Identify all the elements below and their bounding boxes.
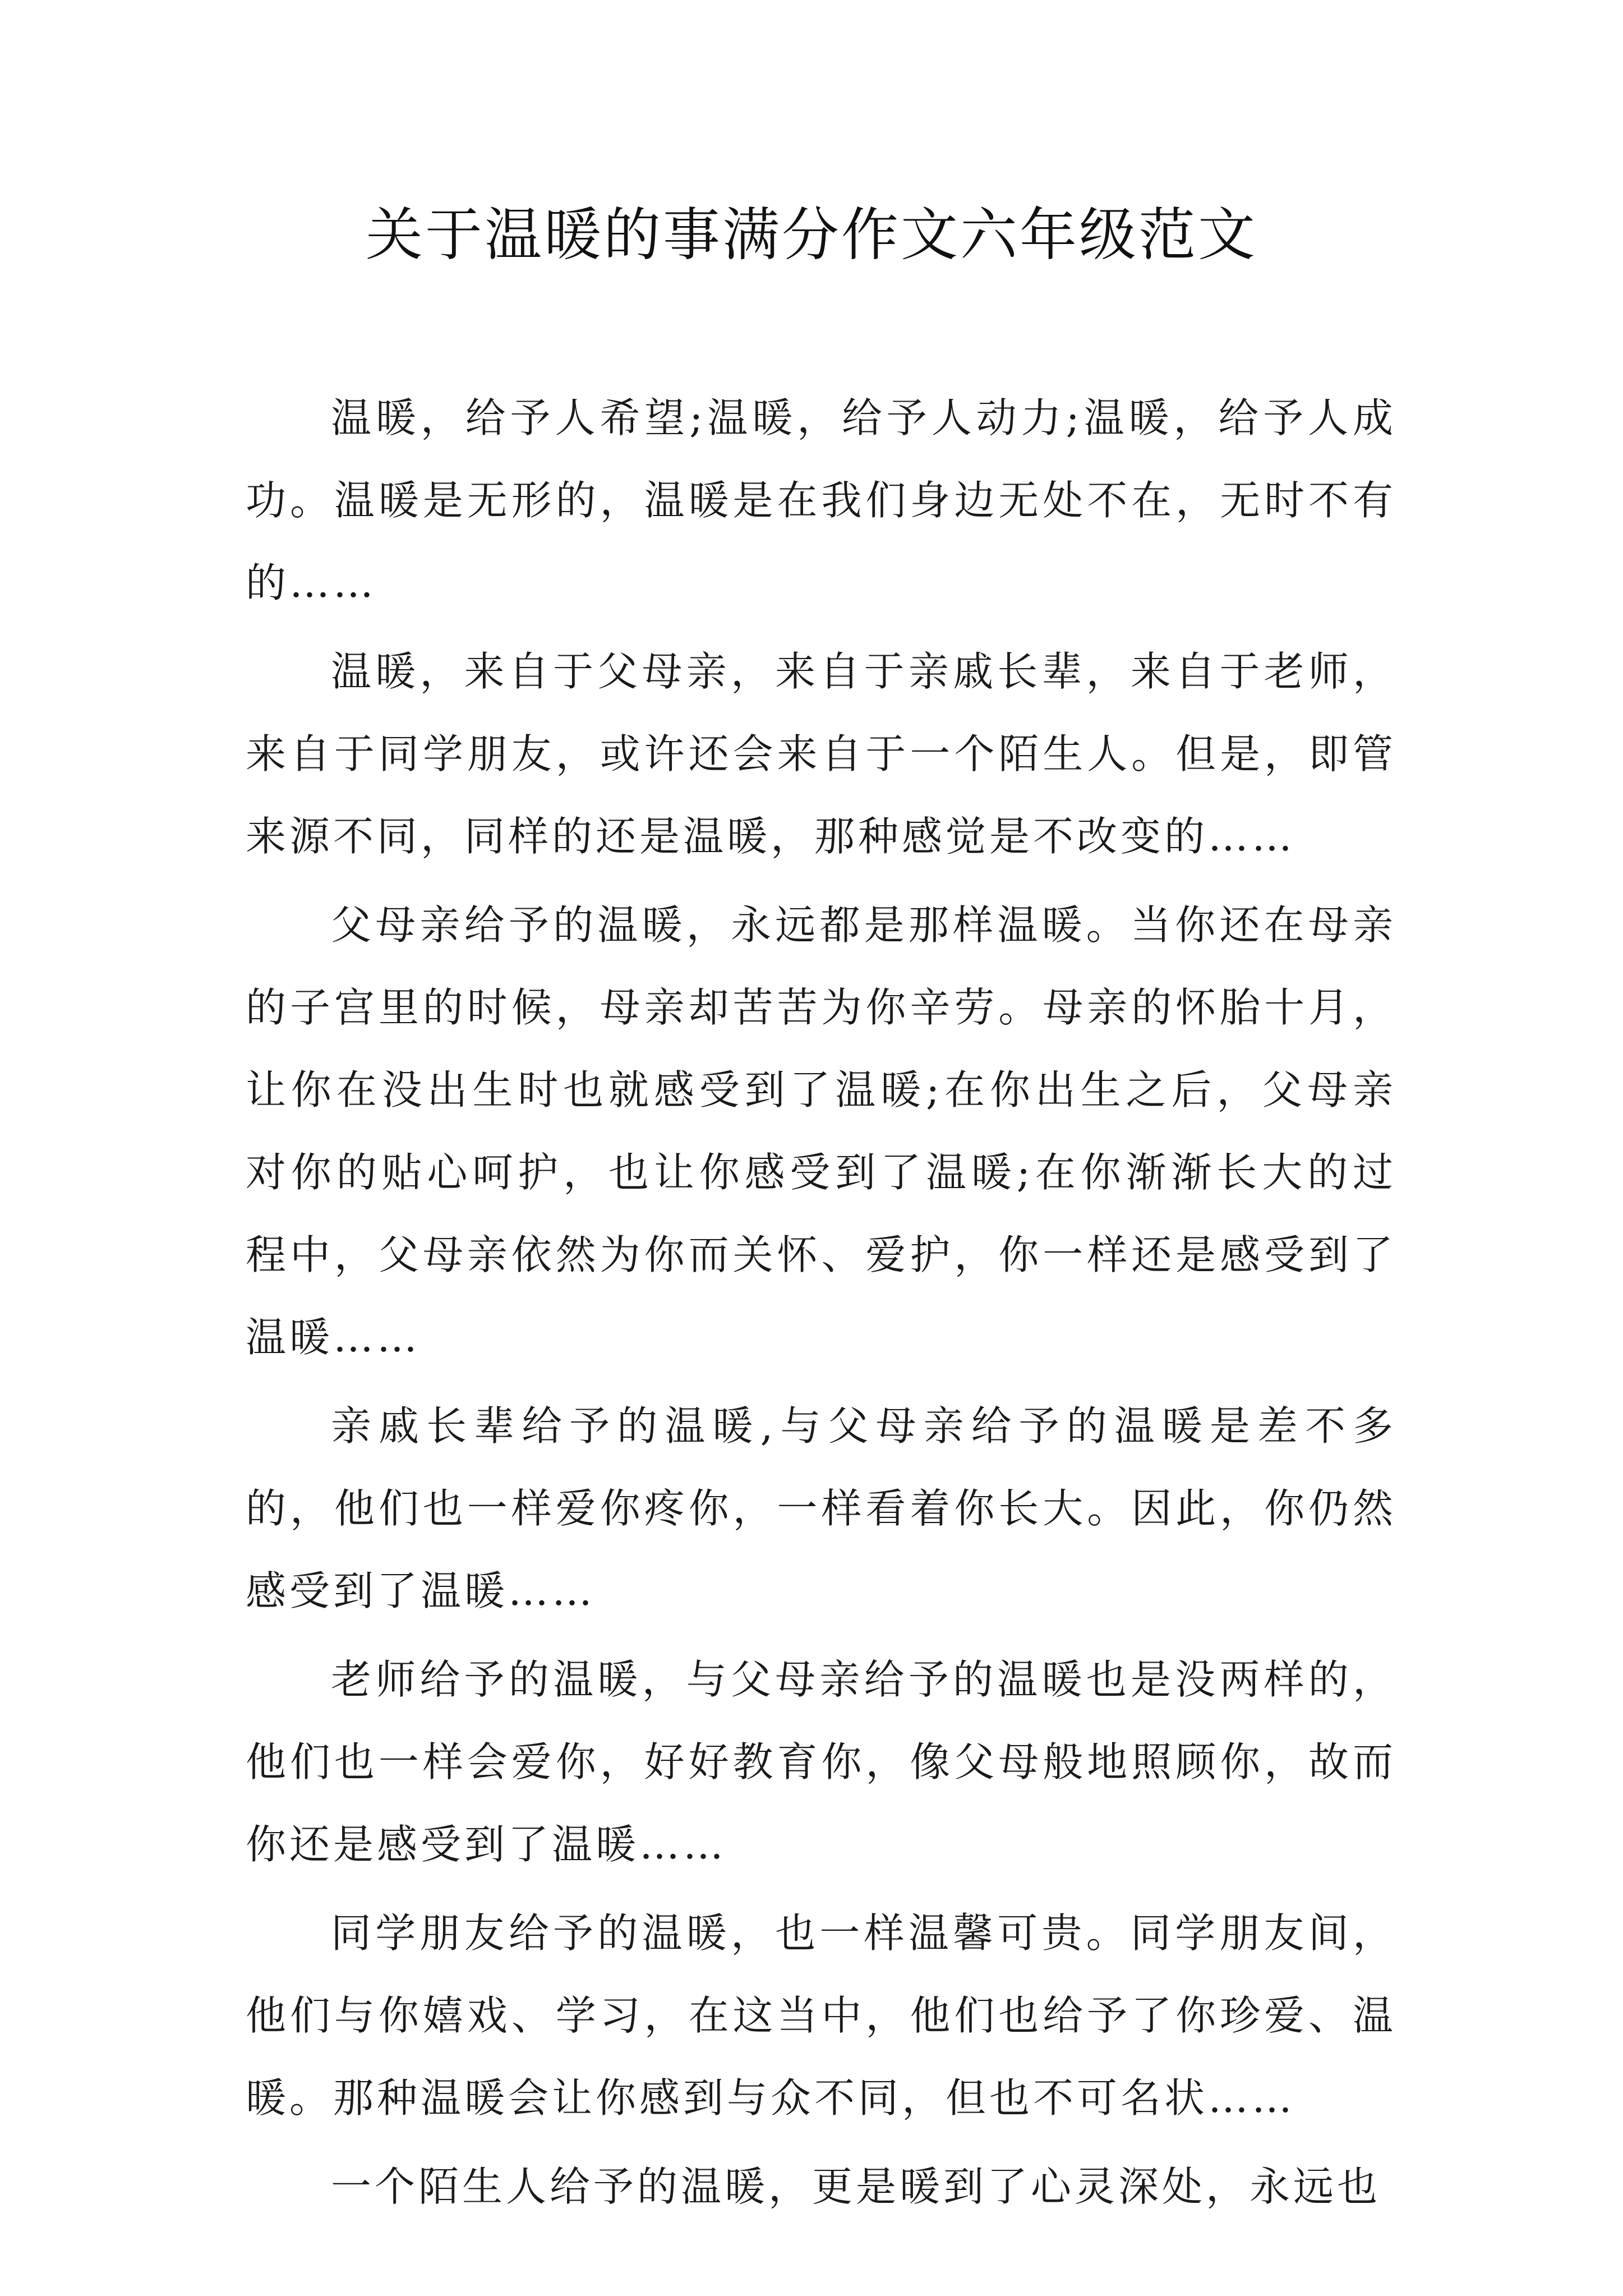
paragraph: 一个陌生人给予的温暖，更是暖到了心灵深处，永远也 bbox=[331, 2163, 1381, 2210]
paragraph: 老师给予的温暖，与父母亲给予的温暖也是没两样的，他们也一样会爱你，好好教育你，像父母般地照顾你，故而你还是感受到了温暖…… bbox=[246, 1656, 1396, 1868]
document-body bbox=[246, 377, 1396, 2234]
document-title: 关于温暖的事满分作文六年级范文 bbox=[366, 202, 1257, 269]
paragraph: 亲戚长辈给予的温暖,与父母亲给予的温暖是差不多的，他们也一样爱你疼你，一样看着你长大。因此，你仍然感受到了温暖…… bbox=[246, 1402, 1396, 1614]
paragraph: 同学朋友给予的温暖，也一样温馨可贵。同学朋友间，他们与你嬉戏、学习，在这当中，他们也给予了你珍爱、温暖。那种温暖会让你感到与众不同，但也不可名状…… bbox=[246, 1910, 1396, 2122]
paragraph: 温暖，给予人希望;温暖，给予人动力;温暖，给予人成功。温暖是无形的，温暖是在我们身边无处不在，无时不有的…… bbox=[246, 394, 1396, 606]
paragraph: 父母亲给予的温暖，永远都是那样温暖。当你还在母亲的子宫里的时候，母亲却苦苦为你辛劳。母亲的怀胎十月，让你在没出生时也就感受到了温暖;在你出生之后，父母亲对你的贴心呵护，也让你感受到了温暖;在你渐渐长大的过程中，父母亲依然为你而关怀、爱护，你一样还是感受到了温暖…… bbox=[246, 901, 1396, 1361]
paragraph: 温暖，来自于父母亲，来自于亲戚长辈，来自于老师，来自于同学朋友，或许还会来自于一个陌生人。但是，即管来源不同，同样的还是温暖，那种感觉是不改变的…… bbox=[246, 648, 1396, 860]
